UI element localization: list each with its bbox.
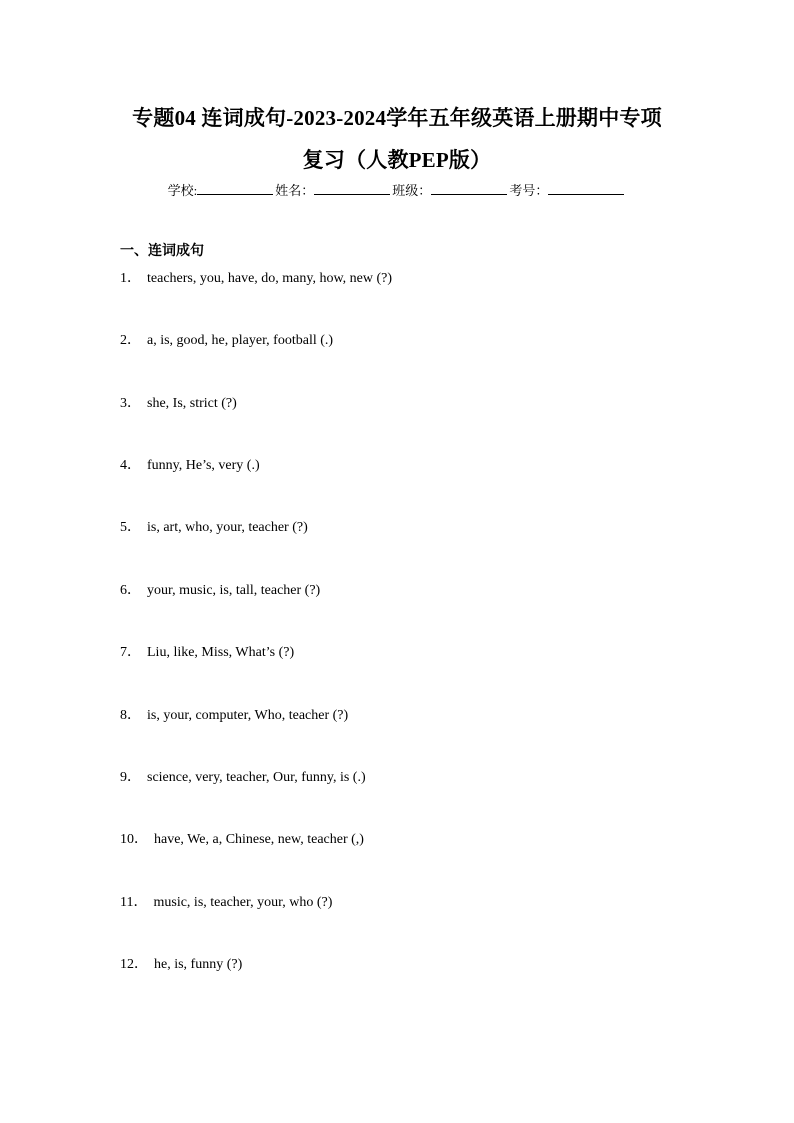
question-words: have, We, a, Chinese, new, teacher (,) [154, 832, 364, 847]
class-blank[interactable] [431, 180, 507, 195]
question-words: is, art, who, your, teacher (?) [147, 520, 308, 535]
question-words: a, is, good, he, player, football (.) [147, 333, 334, 348]
question-item [120, 518, 308, 538]
question-words: she, Is, strict (?) [147, 396, 237, 411]
question-item [120, 643, 294, 663]
exam-number-label: 考号： [509, 183, 549, 198]
question-item [120, 768, 366, 788]
question-item [120, 456, 260, 476]
question-number: 8． [120, 708, 141, 723]
question-words: teachers, you, have, do, many, how, new (?) [147, 271, 393, 286]
question-item [120, 830, 364, 850]
question-words: your, music, is, tall, teacher (?) [147, 583, 321, 598]
exam-number-blank[interactable] [548, 180, 624, 195]
page-title-line2: 复习（人教PEP版） [302, 148, 492, 172]
school-label: 学校: [167, 183, 198, 198]
question-number: 3． [120, 396, 141, 411]
question-item [120, 269, 392, 289]
question-words: is, your, computer, Who, teacher (?) [147, 708, 349, 723]
question-number: 2． [120, 333, 141, 348]
question-number: 12． [120, 957, 148, 972]
question-words: funny, He’s, very (.) [147, 458, 260, 473]
name-label: 姓名： [275, 183, 315, 198]
question-number: 5． [120, 520, 141, 535]
question-number: 7． [120, 645, 141, 660]
question-words: Liu, like, Miss, What’s (?) [147, 645, 295, 660]
question-words: he, is, funny (?) [154, 957, 243, 972]
question-item [120, 394, 237, 414]
question-item [120, 893, 332, 913]
question-number: 9． [120, 770, 141, 785]
question-item [120, 581, 320, 601]
question-item [120, 706, 348, 726]
section-title: 一、连词成句 [120, 244, 204, 259]
question-item [120, 331, 333, 351]
question-number: 4． [120, 458, 141, 473]
question-number: 6． [120, 583, 141, 598]
question-words: music, is, teacher, your, who (?) [153, 895, 333, 910]
class-label: 班级： [392, 183, 432, 198]
page-title-line1: 专题04 连词成句-2023-2024学年五年级英语上册期中专项 [132, 106, 662, 130]
question-number: 11． [120, 895, 148, 910]
question-number: 1． [120, 271, 141, 286]
question-item [120, 955, 242, 975]
name-blank[interactable] [314, 180, 390, 195]
student-info-line [0, 180, 794, 201]
question-words: science, very, teacher, Our, funny, is (.) [147, 770, 366, 785]
question-number: 10． [120, 832, 148, 847]
school-blank[interactable] [197, 180, 273, 195]
